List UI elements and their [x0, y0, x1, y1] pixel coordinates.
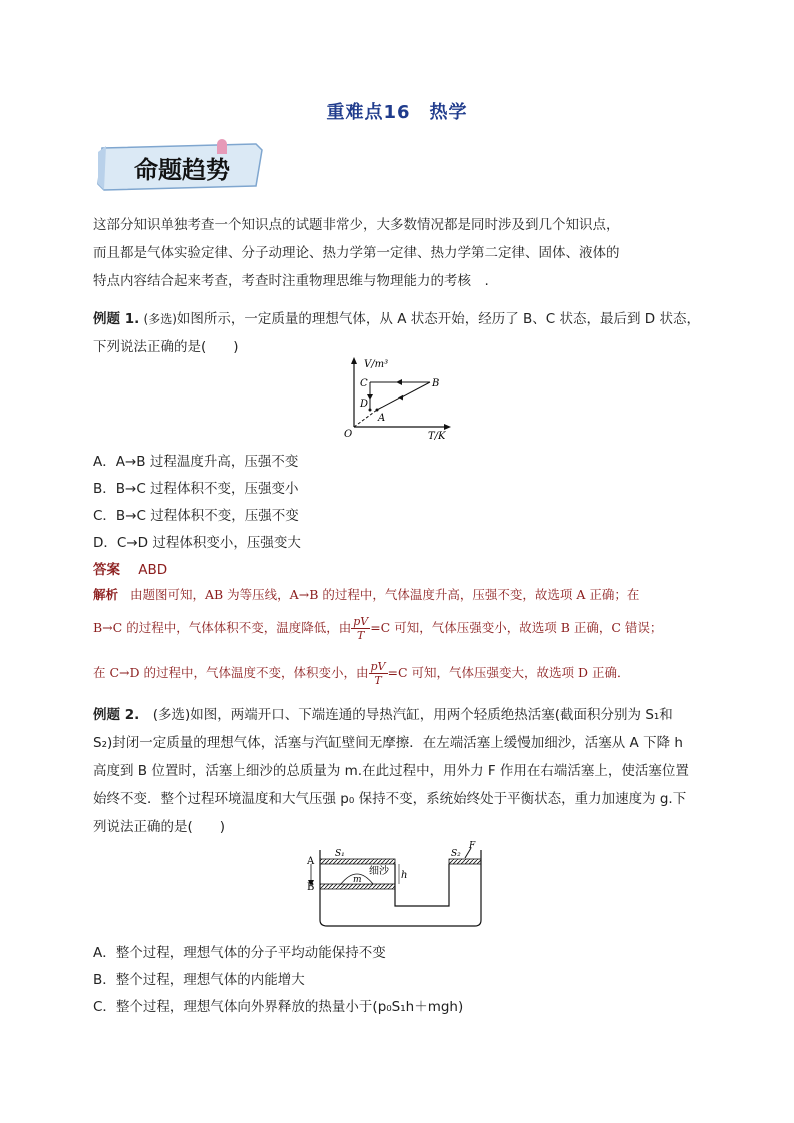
svg-text:B: B	[307, 882, 315, 893]
svg-text:h: h	[401, 870, 408, 881]
section-badge	[96, 138, 266, 196]
answer-value: ABD	[138, 562, 168, 578]
example1-tag: (多选)	[143, 312, 177, 326]
graph-point-d: D	[360, 399, 369, 410]
example1-answer	[93, 558, 167, 578]
example2-line5: 列说法正确的是( )	[93, 819, 226, 835]
piston-s2	[449, 859, 481, 864]
svg-text:细沙: 细沙	[369, 866, 389, 877]
graph-ylabel: V/m³	[364, 359, 389, 370]
example2-option-c: C．整个过程，理想气体向外界释放的热量小于(p₀S₁h＋mgh)	[93, 999, 464, 1015]
piston-s1-upper	[320, 859, 395, 864]
explanation-line1: 解析 由题图可知，AB 为等压线，A→B 的过程中，气体温度升高，压强不变，故选项 A 正确；在	[93, 587, 640, 602]
example1-option-d: D．C→D 过程体积变小，压强变大	[93, 535, 301, 551]
svg-text:S₁: S₁	[335, 849, 345, 859]
svg-text:F: F	[469, 841, 476, 851]
example2-line1: 例题 2. (多选)如图，两端开口、下端连通的导热汽缸，用两个轻质绝热活塞(截面积分别为 S₁和	[93, 707, 673, 723]
badge-label: 命题趋势	[134, 155, 230, 184]
graph-point-a: A	[378, 413, 386, 424]
intro-line-3: 特点内容结合起来考查，考查时注重物理思维与物理能力的考核 .	[93, 273, 489, 289]
graph-xlabel: T/K	[428, 431, 446, 442]
badge-shape	[96, 138, 266, 196]
intro-line-2: 而且都是气体实验定律、分子动理论、热力学第一定律、热力学第二定律、固体、液体的	[93, 245, 620, 261]
example2-option-b: B．整个过程，理想气体的内能增大	[93, 972, 305, 988]
explanation-label: 解析	[93, 587, 119, 602]
graph-point-c: C	[360, 378, 368, 389]
example1-option-b: B．B→C 过程体积不变，压强变小	[93, 481, 299, 497]
explanation-line2: B→C 的过程中，气体体积不变，温度降低，由 $\frac{pV}{T}$ =C 可知，气体压强变小，故选项 B 正确，C 错误；	[93, 615, 663, 642]
example2-label: 例题 2.	[93, 707, 140, 723]
example2-line4: 始终不变．整个过程环境温度和大气压强 p₀ 保持不变，系统始终处于平衡状态，重力加速度为 g.下	[93, 791, 687, 807]
formula-fraction: $\frac{pV}{T}$	[370, 660, 386, 687]
example1-label: 例题 1.	[93, 311, 140, 327]
answer-label: 答案	[93, 562, 120, 578]
svg-text:S₂: S₂	[451, 849, 461, 859]
example2-line3: 高度到 B 位置时，活塞上细沙的总质量为 m.在此过程中，用外力 F 作用在右端活塞上，使活塞位置	[93, 763, 689, 779]
example1-option-a: A．A→B 过程温度升高，压强不变	[93, 454, 299, 470]
graph-origin: O	[344, 429, 353, 440]
svg-text:A: A	[307, 856, 315, 867]
formula-fraction: $\frac{pV}{T}$	[353, 615, 369, 642]
example1-text1: 如图所示，一定质量的理想气体，从 A 状态开始，经历了 B、C 状态，最后到 D 状态，	[176, 311, 700, 327]
example1-option-c: C．B→C 过程体积不变，压强不变	[93, 508, 299, 524]
example1-line2: 下列说法正确的是( )	[93, 339, 239, 355]
example1-line1	[93, 307, 700, 327]
page-title: 重难点16 热学	[326, 102, 468, 123]
intro-line-1: 这部分知识单独考查一个知识点的试题非常少，大多数情况都是同时涉及到几个知识点，	[93, 217, 620, 233]
example2-line2: S₂)封闭一定质量的理想气体，活塞与汽缸壁间无摩擦．在左端活塞上缓慢加细沙，活塞从 A 下降 h	[93, 735, 683, 751]
explanation-line3: 在 C→D 的过程中，气体温度不变，体积变小，由 $\frac{pV}{T}$ =C 可知，气体压强变大，故选项 D 正确．	[93, 660, 630, 687]
graph-point-b: B	[432, 378, 440, 389]
cylinder-diagram	[305, 840, 490, 930]
svg-text:m: m	[353, 875, 362, 885]
vt-graph	[340, 355, 455, 445]
example2-option-a: A．整个过程，理想气体的分子平均动能保持不变	[93, 945, 386, 961]
